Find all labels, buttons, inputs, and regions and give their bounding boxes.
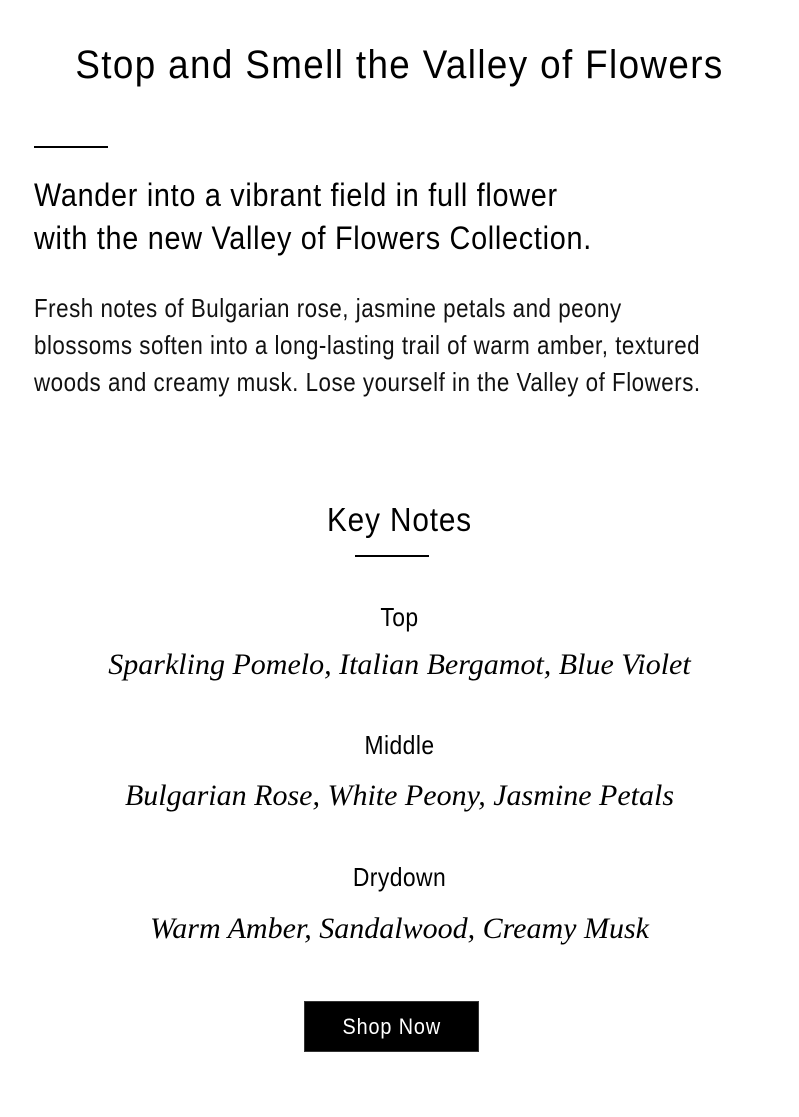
- title-divider: [34, 146, 108, 148]
- page-title: Stop and Smell the Valley of Flowers: [75, 43, 724, 87]
- note-values-middle: Bulgarian Rose, White Peony, Jasmine Petals: [124, 779, 675, 812]
- shop-now-button[interactable]: [304, 1001, 479, 1052]
- key-notes-heading: Key Notes: [326, 501, 473, 538]
- key-notes-divider: [355, 555, 429, 557]
- description-paragraph: Fresh notes of Bulgarian rose, jasmine petals and peony blossoms soften into a long-lasting trail of warm amber, textured woods and creamy musk. Lose yourself in the Valley of Flowers.: [34, 293, 701, 397]
- note-values-top: Sparkling Pomelo, Italian Bergamot, Blue Violet: [108, 648, 691, 681]
- subheading-line-1: Wander into a vibrant field in full flower: [34, 177, 558, 213]
- note-label-middle: Middle: [364, 730, 435, 760]
- note-label-top: Top: [380, 602, 419, 632]
- note-label-drydown: Drydown: [352, 862, 447, 892]
- note-values-drydown: Warm Amber, Sandalwood, Creamy Musk: [150, 912, 649, 945]
- subheading: [34, 174, 700, 260]
- shop-now-label: Shop Now: [342, 1013, 441, 1039]
- subheading-line-2: with the new Valley of Flowers Collection.: [34, 220, 592, 256]
